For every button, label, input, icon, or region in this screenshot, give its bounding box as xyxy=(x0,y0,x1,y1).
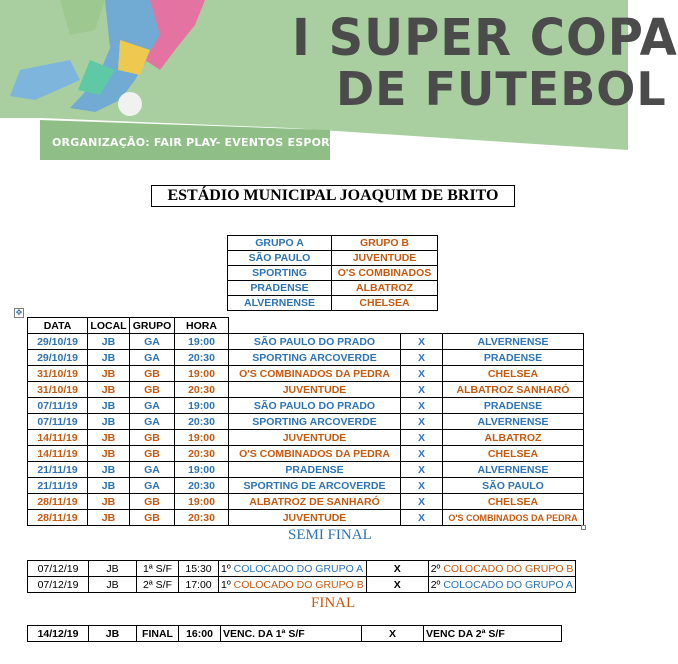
match-group: GA xyxy=(130,398,175,414)
away-team: CHELSEA xyxy=(443,366,584,382)
away-team: ALVERNENSE xyxy=(443,414,584,430)
group-a-team: SÃO PAULO xyxy=(228,251,332,266)
match-group: GA xyxy=(130,462,175,478)
match-row xyxy=(28,382,584,398)
match-local: JB xyxy=(88,494,130,510)
match-date: 14/11/19 xyxy=(28,446,88,462)
away-team: ALVERNENSE xyxy=(443,334,584,350)
home-team: O'S COMBINADOS DA PEDRA xyxy=(229,446,401,462)
home-team: SÃO PAULO DO PRADO xyxy=(229,334,401,350)
home-team: SPORTING DE ARCOVERDE xyxy=(229,478,401,494)
match-time: 19:00 xyxy=(175,366,229,382)
header-hora: HORA xyxy=(175,318,229,334)
match-date: 07/11/19 xyxy=(28,398,88,414)
match-time: 20:30 xyxy=(175,414,229,430)
away-ordinal: 2º xyxy=(430,562,441,575)
match-group: GA xyxy=(130,334,175,350)
match-date: 28/11/19 xyxy=(28,494,88,510)
away-team: ALBATROZ SANHARÓ xyxy=(443,382,584,398)
away-team: ALBATROZ xyxy=(443,430,584,446)
match-local: JB xyxy=(88,478,130,494)
match-local: JB xyxy=(89,577,137,593)
match-row xyxy=(28,430,584,446)
versus-mark: X xyxy=(401,510,443,526)
group-b-team: O'S COMBINADOS xyxy=(332,266,438,281)
home-team: JUVENTUDE xyxy=(229,510,401,526)
match-local: JB xyxy=(88,398,130,414)
home-team-label: COLOCADO DO GRUPO A xyxy=(233,562,364,575)
home-team: SPORTING ARCOVERDE xyxy=(229,350,401,366)
groups-table xyxy=(227,235,438,311)
final-row xyxy=(28,626,562,642)
groups-row xyxy=(228,281,438,296)
header-date: DATA xyxy=(28,318,88,334)
match-time: 19:00 xyxy=(175,494,229,510)
schedule-header-row xyxy=(28,318,584,334)
match-row xyxy=(28,334,584,350)
banner-title-line2: DE FUTEBOL xyxy=(336,62,667,116)
home-ordinal: 1º xyxy=(221,578,231,591)
versus-mark: X xyxy=(401,382,443,398)
match-date: 29/10/19 xyxy=(28,334,88,350)
match-date: 21/11/19 xyxy=(28,462,88,478)
match-row xyxy=(28,462,584,478)
home-team: JUVENTUDE xyxy=(229,382,401,398)
semi-final-row xyxy=(28,561,576,577)
away-team: O'S COMBINADOS DA PEDRA xyxy=(443,510,584,526)
versus-mark: X xyxy=(401,430,443,446)
home-team: O'S COMBINADOS DA PEDRA xyxy=(229,366,401,382)
away-team xyxy=(428,561,576,577)
banner-title-line1: I SUPER COPA xyxy=(292,8,678,68)
header-blank xyxy=(229,318,584,334)
group-a-header: GRUPO A xyxy=(228,236,332,251)
away-team: PRADENSE xyxy=(443,350,584,366)
match-group: GB xyxy=(130,382,175,398)
final-title: FINAL xyxy=(311,595,356,611)
versus-mark: X xyxy=(362,626,424,642)
away-team: SÃO PAULO xyxy=(443,478,584,494)
away-team-label: COLOCADO DO GRUPO B xyxy=(443,562,574,575)
match-date: 29/10/19 xyxy=(28,350,88,366)
match-group: GB xyxy=(130,494,175,510)
match-phase: FINAL xyxy=(137,626,179,642)
group-b-team: CHELSEA xyxy=(332,296,438,311)
groups-row xyxy=(228,296,438,311)
home-team-label: COLOCADO DO GRUPO B xyxy=(233,578,364,591)
semi-final-title: SEMI FINAL xyxy=(288,527,372,543)
match-local: JB xyxy=(88,430,130,446)
table-move-handle-icon[interactable]: ✥ xyxy=(15,308,23,317)
away-team: CHELSEA xyxy=(443,494,584,510)
final-table xyxy=(27,625,562,642)
match-row xyxy=(28,398,584,414)
banner-organization: ORGANIZAÇÃO: FAIR PLAY- EVENTOS ESPORTIVOS xyxy=(52,136,368,149)
match-local: JB xyxy=(88,414,130,430)
match-row xyxy=(28,494,584,510)
match-date: 21/11/19 xyxy=(28,478,88,494)
match-time: 20:30 xyxy=(175,510,229,526)
home-team: PRADENSE xyxy=(229,462,401,478)
match-time: 19:00 xyxy=(175,430,229,446)
home-team: SÃO PAULO DO PRADO xyxy=(229,398,401,414)
match-group: GA xyxy=(130,478,175,494)
match-group: GB xyxy=(130,446,175,462)
away-team-label: COLOCADO DO GRUPO A xyxy=(443,578,573,591)
away-team: CHELSEA xyxy=(443,446,584,462)
match-local: JB xyxy=(88,334,130,350)
match-row xyxy=(28,446,584,462)
schedule-table xyxy=(27,317,584,526)
match-local: JB xyxy=(89,626,137,642)
home-team xyxy=(219,577,367,593)
match-local: JB xyxy=(89,561,137,577)
match-time: 20:30 xyxy=(175,446,229,462)
match-time: 15:30 xyxy=(179,561,219,577)
group-a-team: ALVERNENSE xyxy=(228,296,332,311)
versus-mark: X xyxy=(401,414,443,430)
group-a-team: SPORTING xyxy=(228,266,332,281)
match-group: GB xyxy=(130,510,175,526)
group-b-team: JUVENTUDE xyxy=(332,251,438,266)
home-team xyxy=(219,561,367,577)
match-time: 20:30 xyxy=(175,478,229,494)
match-local: JB xyxy=(88,382,130,398)
away-team: VENC DA 2ª S/F xyxy=(424,626,562,642)
group-b-team: ALBATROZ xyxy=(332,281,438,296)
match-time: 19:00 xyxy=(175,462,229,478)
versus-mark: X xyxy=(401,350,443,366)
match-local: JB xyxy=(88,366,130,382)
header-banner xyxy=(0,0,678,160)
home-team: SPORTING ARCOVERDE xyxy=(229,414,401,430)
match-date: 31/10/19 xyxy=(28,366,88,382)
home-team: VENC. DA 1ª S/F xyxy=(221,626,362,642)
match-date: 07/11/19 xyxy=(28,414,88,430)
versus-mark: X xyxy=(401,478,443,494)
away-team xyxy=(428,577,576,593)
versus-mark: X xyxy=(366,577,428,593)
table-resize-handle[interactable] xyxy=(581,525,586,530)
match-group: GA xyxy=(130,350,175,366)
header-group: GRUPO xyxy=(130,318,175,334)
group-a-team: PRADENSE xyxy=(228,281,332,296)
match-date: 14/11/19 xyxy=(28,430,88,446)
match-time: 20:30 xyxy=(175,350,229,366)
match-row xyxy=(28,350,584,366)
match-row xyxy=(28,510,584,526)
match-time: 19:00 xyxy=(175,398,229,414)
away-team: ALVERNENSE xyxy=(443,462,584,478)
match-group: GB xyxy=(130,430,175,446)
match-local: JB xyxy=(88,446,130,462)
stadium-title: ESTÁDIO MUNICIPAL JOAQUIM DE BRITO xyxy=(151,185,515,207)
match-row xyxy=(28,414,584,430)
match-local: JB xyxy=(88,510,130,526)
match-time: 20:30 xyxy=(175,382,229,398)
match-local: JB xyxy=(88,350,130,366)
match-date: 28/11/19 xyxy=(28,510,88,526)
match-local: JB xyxy=(88,462,130,478)
match-row xyxy=(28,478,584,494)
match-time: 17:00 xyxy=(179,577,219,593)
group-b-header: GRUPO B xyxy=(332,236,438,251)
match-group: GA xyxy=(130,414,175,430)
home-team: ALBATROZ DE SANHARÓ xyxy=(229,494,401,510)
match-group: GB xyxy=(130,366,175,382)
semi-final-row xyxy=(28,577,576,593)
match-row xyxy=(28,366,584,382)
away-team: PRADENSE xyxy=(443,398,584,414)
match-date: 31/10/19 xyxy=(28,382,88,398)
versus-mark: X xyxy=(401,334,443,350)
groups-header-row xyxy=(228,236,438,251)
match-time: 16:00 xyxy=(179,626,221,642)
versus-mark: X xyxy=(401,446,443,462)
home-ordinal: 1º xyxy=(221,562,231,575)
groups-row xyxy=(228,251,438,266)
home-team: JUVENTUDE xyxy=(229,430,401,446)
match-time: 19:00 xyxy=(175,334,229,350)
match-phase: 2ª S/F xyxy=(137,577,179,593)
schedule-body xyxy=(28,334,584,526)
versus-mark: X xyxy=(401,462,443,478)
semi-final-table xyxy=(27,560,576,593)
match-date: 07/12/19 xyxy=(28,577,89,593)
match-date: 07/12/19 xyxy=(28,561,89,577)
versus-mark: X xyxy=(401,366,443,382)
versus-mark: X xyxy=(366,561,428,577)
header-local: LOCAL xyxy=(88,318,130,334)
away-ordinal: 2º xyxy=(430,578,441,591)
groups-row xyxy=(228,266,438,281)
match-date: 14/12/19 xyxy=(28,626,89,642)
versus-mark: X xyxy=(401,398,443,414)
match-phase: 1ª S/F xyxy=(137,561,179,577)
versus-mark: X xyxy=(401,494,443,510)
